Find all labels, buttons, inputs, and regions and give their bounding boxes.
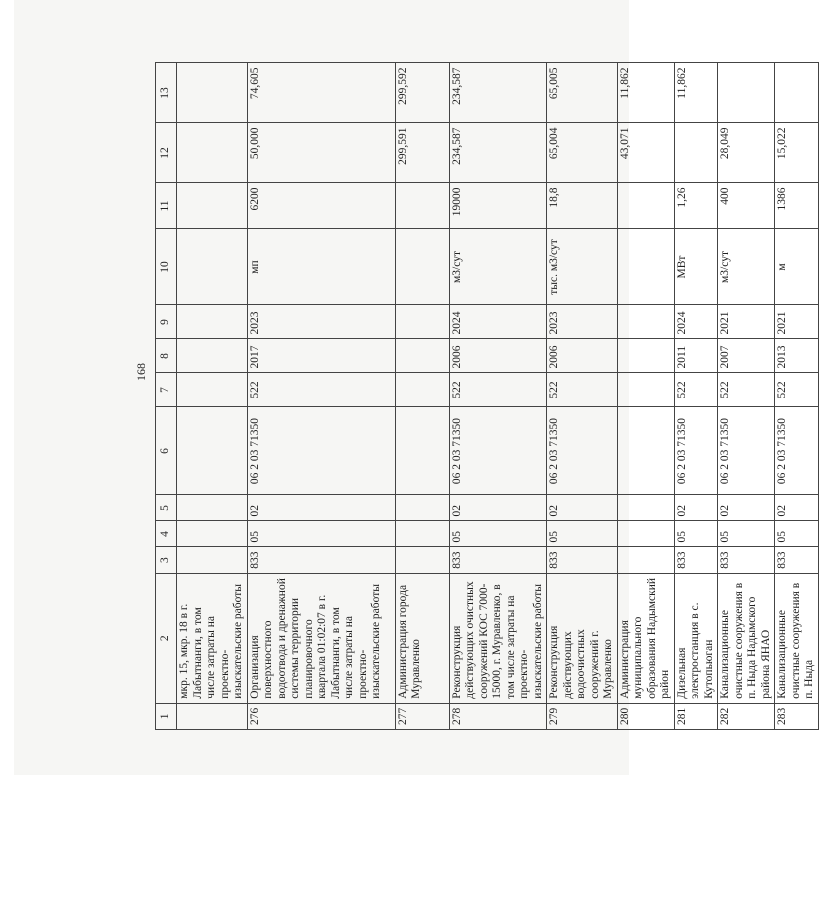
cell-col-11 <box>177 183 248 229</box>
cell-col-7: 522 <box>674 373 718 407</box>
table-row <box>395 63 449 730</box>
cell-col-9: 2021 <box>775 305 819 339</box>
cell-col-3: 833 <box>247 547 395 573</box>
table-row <box>674 63 718 730</box>
cell-col-4 <box>617 521 674 547</box>
cell-col-7: 522 <box>718 373 775 407</box>
cell-number: 283 <box>775 703 819 729</box>
cell-number: 278 <box>449 703 547 729</box>
cell-col-3: 833 <box>718 547 775 573</box>
column-header-5: 5 <box>156 495 177 521</box>
cell-col-9: 2021 <box>718 305 775 339</box>
cell-col-7 <box>617 373 674 407</box>
cell-col-11: 1386 <box>775 183 819 229</box>
cell-col-13: 11,862 <box>674 63 718 123</box>
column-header-3: 3 <box>156 547 177 573</box>
column-header-7: 7 <box>156 373 177 407</box>
cell-name: Реконструкция действующих очистных сооружений КОС 7000-15000, г. Муравленко, в том числе затраты на проектно-изыскательские работы <box>449 573 547 703</box>
cell-col-12: 234,587 <box>449 123 547 183</box>
cell-name: Организация поверхностного водоотвода и дренажной системы территории планировочного квартала 01:02:07 в г. Лабытнанги, в том числе затраты на проектно-изыскательские работы <box>247 573 395 703</box>
cell-col-9: 2023 <box>247 305 395 339</box>
cell-col-8 <box>395 339 449 373</box>
cell-col-3: 833 <box>547 547 618 573</box>
cell-number: 276 <box>247 703 395 729</box>
column-header-12: 12 <box>156 123 177 183</box>
cell-col-10: м3/сут <box>718 229 775 305</box>
cell-col-11: 400 <box>718 183 775 229</box>
table-body <box>177 63 819 730</box>
cell-col-10 <box>395 229 449 305</box>
column-header-13: 13 <box>156 63 177 123</box>
column-header-6: 6 <box>156 407 177 495</box>
table-row <box>547 63 618 730</box>
scanned-page <box>14 0 815 775</box>
cell-col-10 <box>617 229 674 305</box>
cell-number: 280 <box>617 703 674 729</box>
cell-col-12: 65,004 <box>547 123 618 183</box>
column-header-11: 11 <box>156 183 177 229</box>
cell-col-9 <box>177 305 248 339</box>
cell-col-10 <box>177 229 248 305</box>
cell-col-11 <box>617 183 674 229</box>
cell-col-7 <box>395 373 449 407</box>
column-header-9: 9 <box>156 305 177 339</box>
cell-name: Канализационные очистные сооружения в п. Ныда <box>775 573 819 703</box>
cell-col-9: 2023 <box>547 305 618 339</box>
cell-col-12: 43,071 <box>617 123 674 183</box>
cell-col-4 <box>177 521 248 547</box>
cell-col-8: 2017 <box>247 339 395 373</box>
cell-col-13 <box>775 63 819 123</box>
cell-col-9 <box>395 305 449 339</box>
cell-col-13: 74,605 <box>247 63 395 123</box>
cell-col-11: 19000 <box>449 183 547 229</box>
cell-col-8: 2006 <box>547 339 618 373</box>
cell-col-11 <box>395 183 449 229</box>
cell-col-10: МВт <box>674 229 718 305</box>
cell-col-5: 02 <box>247 495 395 521</box>
cell-col-12: 299,591 <box>395 123 449 183</box>
cell-number: 279 <box>547 703 618 729</box>
cell-col-12: 50,000 <box>247 123 395 183</box>
rotated-page-content <box>125 0 815 744</box>
table-row <box>247 63 395 730</box>
cell-col-3 <box>177 547 248 573</box>
cell-col-10: м3/сут <box>449 229 547 305</box>
cell-name: Дизельная электростанция в с. Кутопьюган <box>674 573 718 703</box>
table-row <box>718 63 775 730</box>
cell-col-6 <box>395 407 449 495</box>
cell-col-5 <box>177 495 248 521</box>
cell-col-7 <box>177 373 248 407</box>
cell-col-7: 522 <box>775 373 819 407</box>
column-header-10: 10 <box>156 229 177 305</box>
cell-col-9: 2024 <box>674 305 718 339</box>
cell-col-4 <box>395 521 449 547</box>
cell-col-7: 522 <box>247 373 395 407</box>
cell-col-13: 234,587 <box>449 63 547 123</box>
cell-col-5: 02 <box>449 495 547 521</box>
cell-number: 277 <box>395 703 449 729</box>
cell-name: Администрация города Муравленко <box>395 573 449 703</box>
investment-table <box>155 63 819 731</box>
cell-col-8 <box>617 339 674 373</box>
cell-name: мкр. 15, мкр. 18 в г. Лабытнанги, в том числе затраты на проектно-изыскательские работы <box>177 573 248 703</box>
cell-name: Канализационные очистные сооружения в п. Ныда Надымского района ЯНАО <box>718 573 775 703</box>
cell-col-10: мп <box>247 229 395 305</box>
cell-col-6: 06 2 03 71350 <box>449 407 547 495</box>
cell-col-6 <box>177 407 248 495</box>
cell-col-5: 02 <box>775 495 819 521</box>
cell-col-3: 833 <box>674 547 718 573</box>
cell-col-4: 05 <box>674 521 718 547</box>
cell-col-10: м <box>775 229 819 305</box>
cell-number <box>177 703 248 729</box>
column-header-2: 2 <box>156 573 177 703</box>
column-header-1: 1 <box>156 703 177 729</box>
cell-col-9 <box>617 305 674 339</box>
cell-col-12: 28,049 <box>718 123 775 183</box>
cell-col-11: 6200 <box>247 183 395 229</box>
cell-col-5: 02 <box>547 495 618 521</box>
cell-number: 282 <box>718 703 775 729</box>
cell-number: 281 <box>674 703 718 729</box>
cell-col-13: 11,862 <box>617 63 674 123</box>
cell-col-12: 15,022 <box>775 123 819 183</box>
cell-col-13: 65,005 <box>547 63 618 123</box>
cell-col-4: 05 <box>718 521 775 547</box>
cell-col-3 <box>395 547 449 573</box>
cell-col-13 <box>177 63 248 123</box>
page-number: 168 <box>134 363 148 381</box>
cell-col-6 <box>617 407 674 495</box>
cell-col-7: 522 <box>449 373 547 407</box>
cell-col-13: 299,592 <box>395 63 449 123</box>
cell-col-6: 06 2 03 71350 <box>247 407 395 495</box>
cell-col-3: 833 <box>449 547 547 573</box>
cell-col-5: 02 <box>674 495 718 521</box>
cell-col-5 <box>617 495 674 521</box>
cell-col-7: 522 <box>547 373 618 407</box>
cell-col-9: 2024 <box>449 305 547 339</box>
cell-col-8 <box>177 339 248 373</box>
cell-col-10: тыс. м3/сут <box>547 229 618 305</box>
cell-col-8: 2006 <box>449 339 547 373</box>
table-row <box>449 63 547 730</box>
cell-col-3: 833 <box>775 547 819 573</box>
cell-col-11: 18,8 <box>547 183 618 229</box>
cell-col-4: 05 <box>547 521 618 547</box>
cell-col-5 <box>395 495 449 521</box>
cell-col-6: 06 2 03 71350 <box>674 407 718 495</box>
cell-col-8: 2007 <box>718 339 775 373</box>
table-row <box>177 63 248 730</box>
cell-col-8: 2011 <box>674 339 718 373</box>
cell-col-13 <box>718 63 775 123</box>
cell-col-4: 05 <box>775 521 819 547</box>
cell-col-11: 1,26 <box>674 183 718 229</box>
cell-col-6: 06 2 03 71350 <box>775 407 819 495</box>
cell-col-5: 02 <box>718 495 775 521</box>
cell-col-3 <box>617 547 674 573</box>
cell-col-12 <box>674 123 718 183</box>
cell-col-8: 2013 <box>775 339 819 373</box>
table-row <box>617 63 674 730</box>
cell-col-6: 06 2 03 71350 <box>547 407 618 495</box>
table-header-row <box>156 63 177 730</box>
cell-col-4: 05 <box>449 521 547 547</box>
cell-name: Реконструкция действующих водоочистных сооружений г. Муравленко <box>547 573 618 703</box>
table-row <box>775 63 819 730</box>
cell-col-12 <box>177 123 248 183</box>
column-header-8: 8 <box>156 339 177 373</box>
cell-col-4: 05 <box>247 521 395 547</box>
column-header-4: 4 <box>156 521 177 547</box>
cell-name: Администрация муниципального образования Надымский район <box>617 573 674 703</box>
cell-col-6: 06 2 03 71350 <box>718 407 775 495</box>
